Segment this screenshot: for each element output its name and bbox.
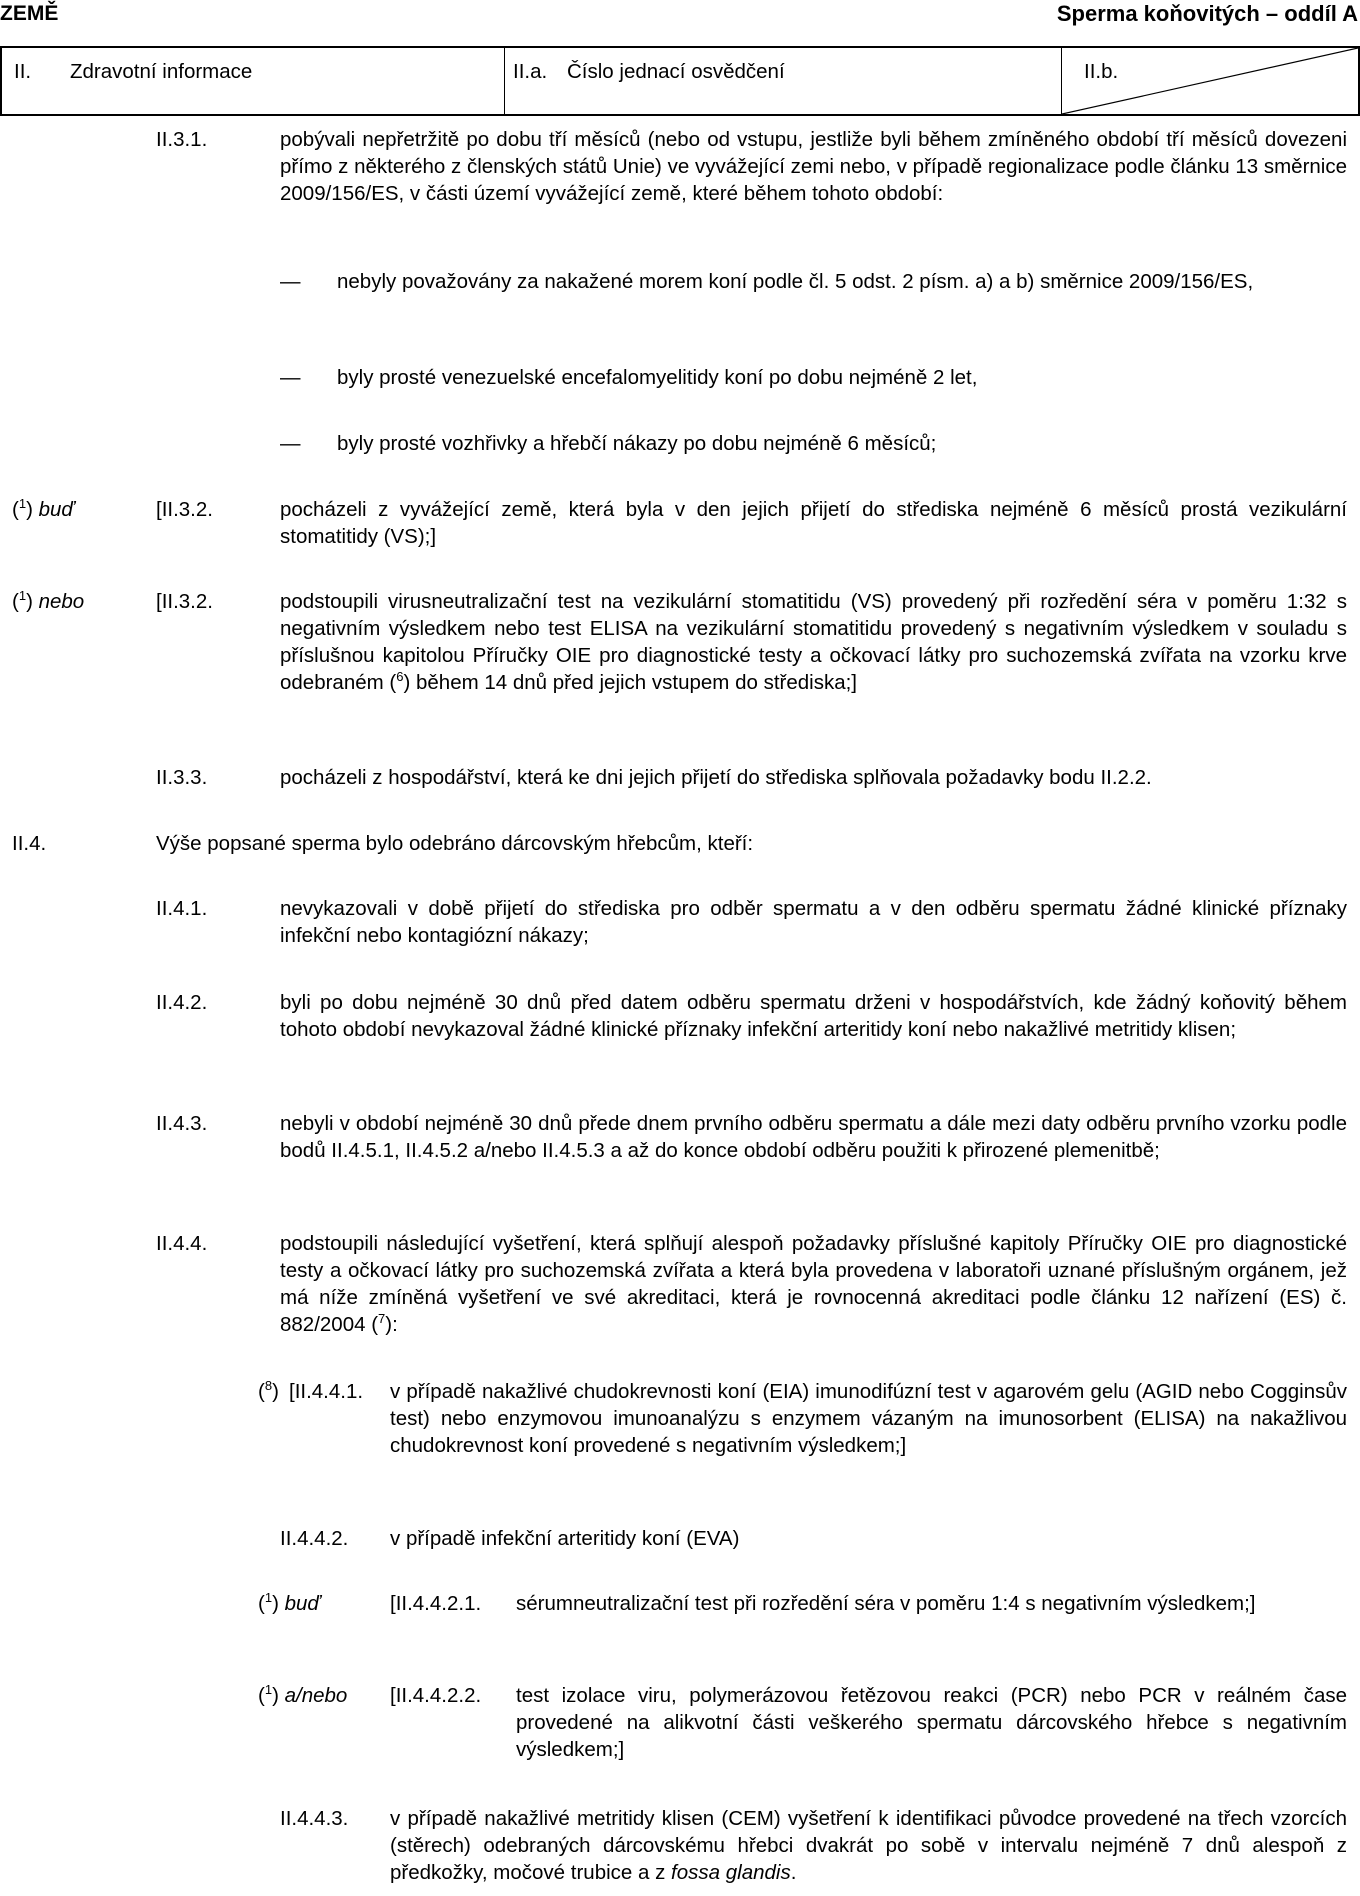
- cell-label: Zdravotní informace: [70, 60, 253, 83]
- section-number: [II.4.4.2.1.: [390, 1592, 482, 1615]
- table-cell-health-info: [2, 48, 505, 114]
- section-text: v případě nakažlivé metritidy klisen (CEM) vyšetření k identifikaci původce provedené na třech vzorcích (stěrech) odebraných dárcovskému hřebci dvakrát po sobě v intervalu nejméně 7 dnů alespoň z předkožky, močové trubice a z fossa glandis.: [390, 1807, 1347, 1884]
- section-text: sérumneutralizační test při rozředění séra v poměru 1:4 s negativním výsledkem;]: [516, 1592, 1256, 1615]
- section-text: v případě infekční arteritidy koní (EVA): [390, 1527, 740, 1550]
- section-text: pobývali nepřetržitě po dobu tří měsíců (nebo od vstupu, jestliže byli během zmíněného období tří měsíců dovezeni přímo z některého z členských států Unie) ve vyvážející zemi nebo, v případě regionalizace podle článku 13 směrnice 2009/156/ES, v části území vyvážející země, které během tohoto období:: [280, 128, 1347, 205]
- section-text: v případě nakažlivé chudokrevnosti koní (EIA) imunodifúzní test v agarovém gelu (AGID nebo Cogginsův test) nebo enzymovou imunoanalýzu s enzymem vázaným na imunosorbent (ELISA) na nakažlivou chudokrevnost koní provedené s negativním výsledkem;]: [390, 1380, 1347, 1457]
- section-text: podstoupili virusneutralizační test na vezikulární stomatitidu (VS) provedený při rozředění séra v poměru 1:32 s negativním výsledkem nebo test ELISA na vezikulární stomatitidu provedený s negativním výsledkem v souladu s příslušnou kapitolou Příručky OIE pro diagnostické testy a očkovací látky pro suchozemská zvířata na vzorku krve odebraném ($^6$) během 14 dnů před jejich vstupem do střediska;]: [280, 590, 1347, 694]
- section-number: [II.4.4.1.: [289, 1380, 364, 1403]
- section-number: II.4.: [12, 832, 47, 855]
- bullet-text: byly prosté vozhřivky a hřebčí nákazy po dobu nejméně 6 měsíců;: [337, 432, 937, 455]
- cell-number: II.a.: [513, 60, 548, 83]
- section-text: pocházeli z hospodářství, která ke dni jejich přijetí do střediska splňovala požadavky bodu II.2.2.: [280, 766, 1152, 789]
- section-text: podstoupili následující vyšetření, která splňují alespoň požadavky příslušné kapitoly Příručky OIE pro diagnostické testy a očkovací látky pro suchozemská zvířata a která byla provedena v laboratoři uznané příslušným orgánem, jež má níže zmíněná vyšetření ve své akreditaci, která je rovnocenná akreditaci podle článku 12 nařízení (ES) č. 882/2004 ($^7$):: [280, 1232, 1347, 1336]
- footnote-choice: ($^1$) a/nebo: [258, 1682, 348, 1707]
- bullet-text: nebyly považovány za nakažené morem koní podle čl. 5 odst. 2 písm. a) a b) směrnice 2009/156/ES,: [337, 270, 1254, 293]
- document-title: Sperma koňovitých – oddíl A: [1056, 1, 1358, 26]
- table-cell-reference-number: [505, 48, 1062, 114]
- section-number: II.4.1.: [156, 897, 208, 920]
- section-number: II.3.3.: [156, 766, 208, 789]
- section-text: nebyli v období nejméně 30 dnů přede dnem prvního odběru spermatu a dále mezi daty odběru prvního vzorku podle bodů II.4.5.1, II.4.5.2 a/nebo II.4.5.3 a až do konce období odběru použiti k přirozené plemenitbě;: [280, 1112, 1347, 1162]
- section-number: II.4.4.3.: [280, 1807, 349, 1830]
- section-text: byli po dobu nejméně 30 dnů před datem odběru spermatu drženi v hospodářstvích, kde žádný koňovitý během tohoto období nevykazoval žádné klinické příznaky infekční arteritidy koní nebo nakažlivé metritidy klisen;: [280, 991, 1347, 1041]
- cell-label: Číslo jednací osvědčení: [567, 60, 785, 83]
- cell-number: II.: [14, 60, 32, 83]
- section-text: nevykazovali v době přijetí do střediska pro odběr spermatu a v den odběru spermatu žádné klinické příznaky infekční nebo kontagiózní nákazy;: [280, 897, 1347, 947]
- footnote-choice: ($^1$) buď: [258, 1590, 321, 1615]
- section-text: Výše popsané sperma bylo odebráno dárcovským hřebcům, kteří:: [156, 832, 754, 855]
- cell-number: II.b.: [1084, 60, 1119, 83]
- footnote-choice: ($^1$) buď: [12, 496, 75, 521]
- footnote-choice: ($^1$) nebo: [12, 588, 85, 613]
- section-number: [II.3.2.: [156, 590, 213, 613]
- section-number: [II.3.2.: [156, 498, 213, 521]
- section-number: II.3.1.: [156, 128, 208, 151]
- section-number: [II.4.4.2.2.: [390, 1684, 482, 1707]
- diagonal-line: [1062, 48, 1358, 114]
- section-number: II.4.2.: [156, 991, 208, 1014]
- section-text: pocházeli z vyvážející země, která byla v den jejich přijetí do střediska nejméně 6 měsíců prostá vezikulární stomatitidy (VS);]: [280, 498, 1347, 548]
- section-number: II.4.4.2.: [280, 1527, 349, 1550]
- dash-bullet: —: [280, 366, 301, 389]
- section-text: test izolace viru, polymerázovou řetězovou reakci (PCR) nebo PCR v reálném čase provedené na alikvotní části veškerého spermatu dárcovského hřebce s negativním výsledkem;]: [516, 1684, 1347, 1761]
- footnote-marker: ($^8$): [258, 1378, 279, 1403]
- country-label: ZEMĚ: [0, 2, 59, 25]
- dash-bullet: —: [280, 432, 301, 455]
- dash-bullet: —: [280, 270, 301, 293]
- section-number: II.4.4.: [156, 1232, 208, 1255]
- header-table: [0, 46, 1360, 116]
- bullet-text: byly prosté venezuelské encefalomyelitidy koní po dobu nejméně 2 let,: [337, 366, 978, 389]
- section-number: II.4.3.: [156, 1112, 208, 1135]
